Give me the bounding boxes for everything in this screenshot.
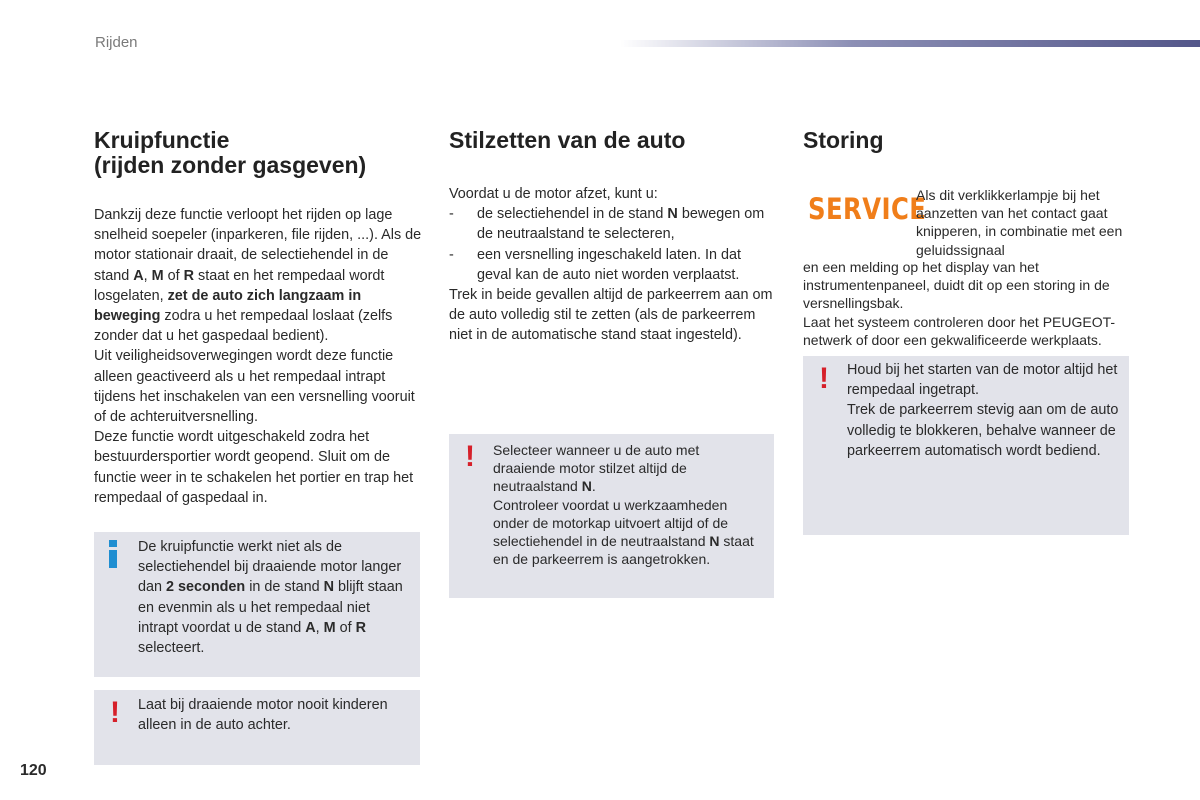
paragraph: Trek in beide gevallen altijd de parkeerrem aan om de auto volledig stil te zetten (als de parkeerrem niet in de automatische stand staat ingesteld).	[449, 287, 773, 344]
paragraph: Uit veiligheidsoverwegingen wordt deze functie alleen geactiveerd als u het rempedaal intrapt tijdens het inschakelen van een versnelling vooruit of de achteruitversnelling.	[94, 348, 415, 426]
paragraph: Dankzij deze functie verloopt het rijden op lage snelheid soepeler (inparkeren, file rijden, ...). Als de motor stationair draait, de selectiehendel in de stand A, M of R staat en het rempedaal wordt losgelaten, zet de auto zich langzaam in beweging zodra u het rempedaal loslaat (zelfs zonder dat u het gaspedaal bedient).	[94, 207, 422, 345]
section-label: Rijden	[95, 34, 138, 51]
warning-icon: !	[110, 696, 120, 729]
warning-box	[94, 690, 420, 765]
column-stilzetten	[449, 128, 779, 153]
warning-text: Laat bij draaiende motor nooit kinderen alleen in de auto achter.	[138, 697, 388, 734]
warning-text: Houd bij het starten van de motor altijd het rempedaal ingetrapt. Trek de parkeerrem stevig aan om de auto volledig te blokkeren, behalve wanneer de parkeerrem automatisch wordt bediend.	[847, 362, 1119, 459]
info-text: De kruipfunctie werkt niet als de selectiehendel bij draaiende motor langer dan 2 seconden in de stand N blijft staan en evenmin als u het rempedaal niet intrapt voordat u de stand A, M of R selecteert.	[138, 539, 403, 657]
body-stilzetten	[449, 184, 774, 346]
storing-text-below: en een melding op het display van het instrumentenpaneel, duidt dit op een storing in de versnellingsbak. Laat het systeem controleren door het PEUGEOT-netwerk of door een gekwalificeerde werkplaats.	[803, 259, 1116, 348]
heading-storing: Storing	[803, 127, 884, 153]
storing-text-beside: Als dit verklikkerlampje bij het aanzetten van het contact gaat knipperen, in combinatie met een geluidssignaal	[916, 187, 1123, 258]
warning-icon: !	[819, 362, 829, 395]
column-storing	[803, 128, 1133, 153]
warning-box	[803, 356, 1129, 535]
column-kruipfunctie	[94, 128, 424, 178]
body-kruipfunctie	[94, 205, 424, 508]
info-box	[94, 532, 420, 677]
info-icon	[106, 540, 120, 570]
service-warning-light-icon: SERVICE	[808, 192, 927, 226]
paragraph: Deze functie wordt uitgeschakeld zodra het bestuurdersportier wordt geopend. Sluit om de functie weer in te schakelen het portier en trap het rempedaal of gaspedaal in.	[94, 429, 414, 506]
warning-text: Selecteer wanneer u de auto met draaiende motor stilzet altijd de neutraalstand N. Controleer voordat u werkzaamheden onder de motorkap uitvoert altijd of de selectiehendel in de neutraalstand N staat en de parkeerrem is aangetrokken.	[493, 442, 754, 568]
paragraph: Voordat u de motor afzet, kunt u:	[449, 186, 658, 202]
heading-kruipfunctie: Kruipfunctie (rijden zonder gasgeven)	[94, 127, 367, 178]
page-number: 120	[20, 762, 47, 779]
warning-box	[449, 434, 774, 598]
warning-icon: !	[465, 440, 475, 473]
list-item: - een versnelling ingeschakeld laten. In dat geval kan de auto niet worden verplaatst.	[449, 246, 742, 283]
list-item: - de selectiehendel in de stand N bewegen om de neutraalstand te selecteren,	[449, 206, 765, 243]
heading-stilzetten: Stilzetten van de auto	[449, 127, 686, 153]
header-bar	[620, 40, 1200, 47]
